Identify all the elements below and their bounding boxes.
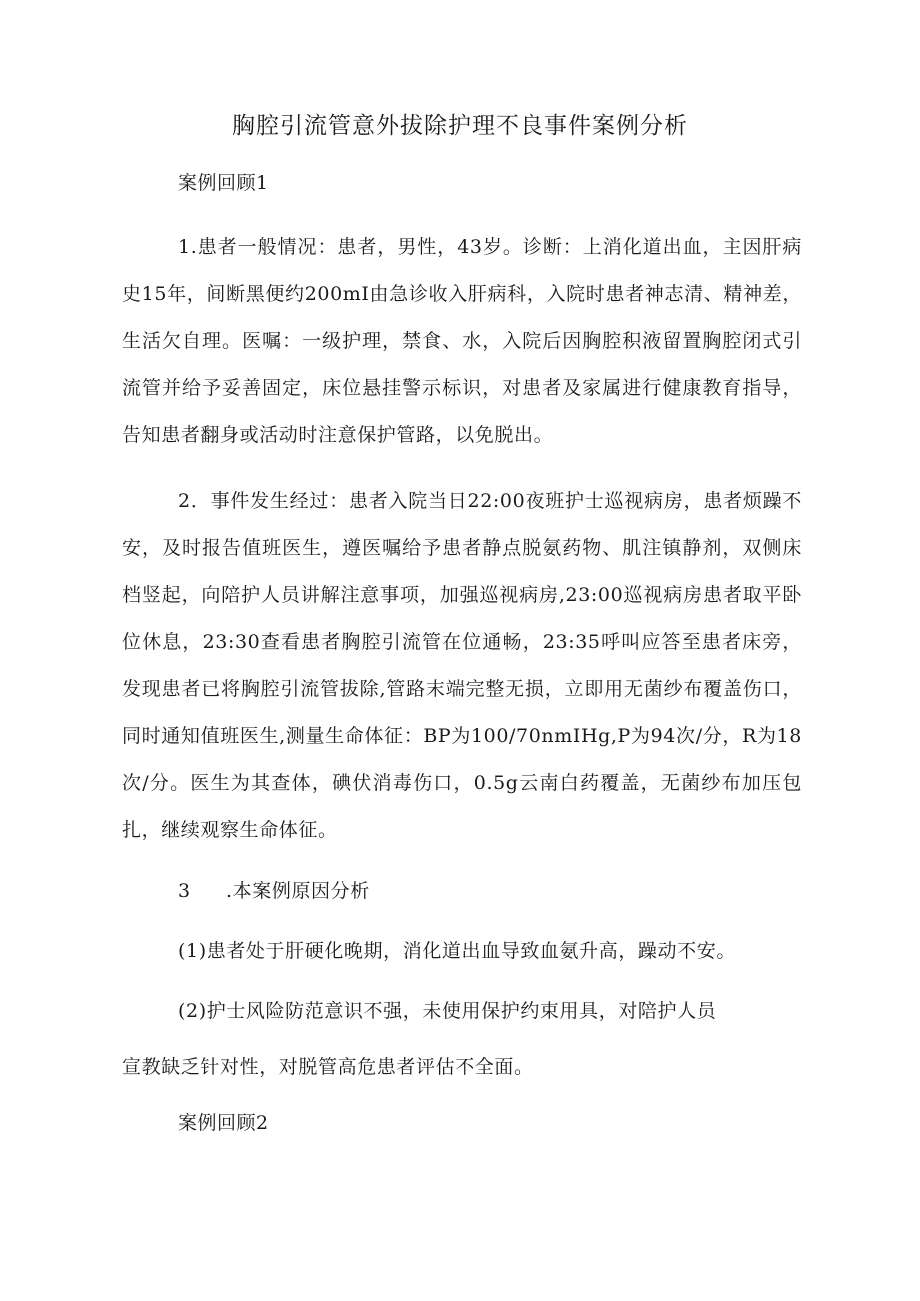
section3-number: 3 (178, 880, 191, 902)
document-title: 胸腔引流管意外拔除护理不良事件案例分析 (232, 113, 688, 139)
reason-2-line-2: 宣教缺乏针对性，对脱管高危患者评估不全面。 (122, 1056, 534, 1078)
reason-1: (1)患者处于肝硬化晚期，消化道出血导致血氨升高，躁动不安。 (178, 940, 736, 962)
reason-2-line-1: (2)护士风险防范意识不强，未使用保护约束用具，对陪护人员 (178, 1000, 717, 1022)
case1-heading: 案例回顾1 (178, 172, 269, 194)
case2-heading: 案例回顾2 (178, 1112, 269, 1134)
section3-title: .本案例原因分析 (226, 880, 370, 902)
paragraph-patient-info: 1.患者一般情况：患者，男性，43岁。诊断：上消化道出血，主因肝病史15年，间断黑便约200mI由急诊收入肝病科，入院时患者神志清、精神差，生活欠自理。医嘱：一级护理，禁食、水，入院后因胸腔积液留置胸腔闭式引流管并给予妥善固定，床位悬挂警示标识，对患者及家属进行健康教育指导，告知患者翻身或活动时注意保护管路，以免脱出。 (122, 236, 802, 446)
paragraph-event-process: 2．事件发生经过：患者入院当日22:00夜班护士巡视病房，患者烦躁不安，及时报告值班医生，遵医嘱给予患者静点脱氨药物、肌注镇静剂，双侧床档竖起，向陪护人员讲解注意事项，加强巡视病房,23:00巡视病房患者取平卧位休息，23:30查看患者胸腔引流管在位通畅，23:35呼叫应答至患者床旁，发现患者已将胸腔引流管拔除,管路末端完整无损，立即用无菌纱布覆盖伤口，同时通知值班医生,测量生命体征：BP为100/70nmIHg,P为94次/分，R为18次/分。医生为其查体，碘伏消毒伤口，0.5g云南白药覆盖，无菌纱布加压包扎，继续观察生命体征。 (122, 490, 802, 841)
